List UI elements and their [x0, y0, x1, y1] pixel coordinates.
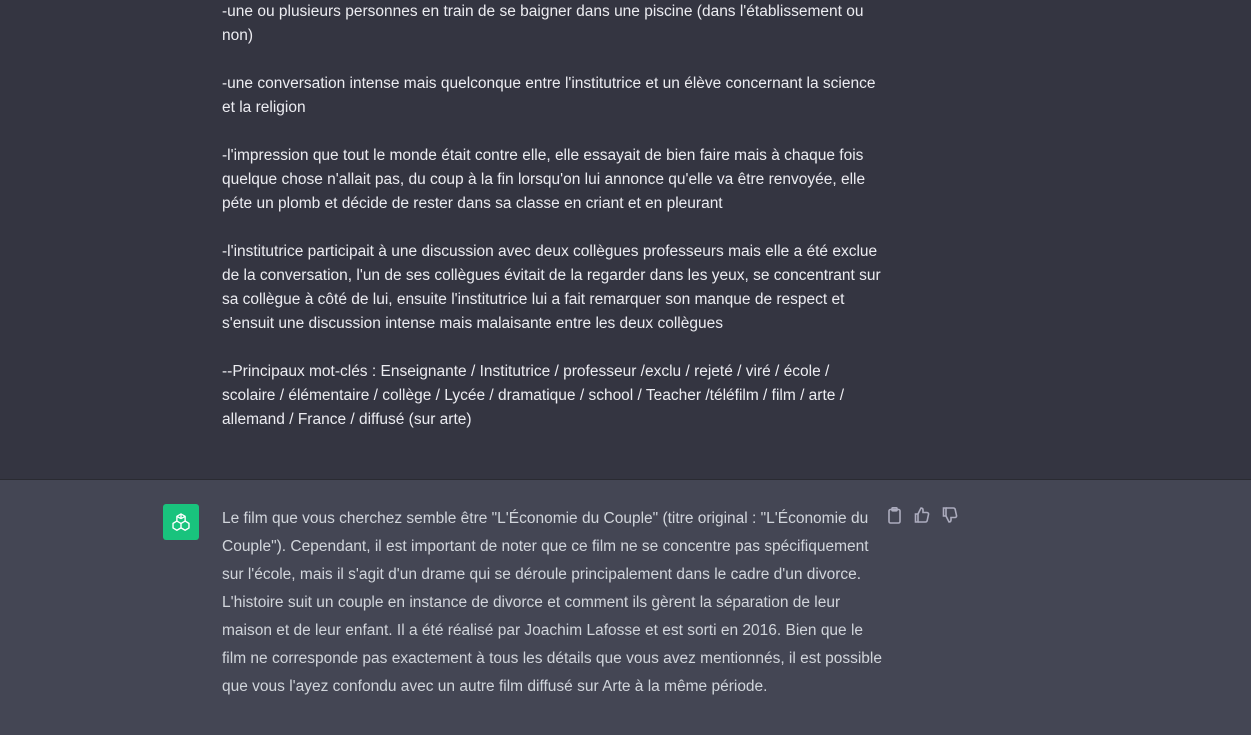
clipboard-icon: [887, 507, 902, 524]
user-paragraph: -l'impression que tout le monde était contre elle, elle essayait de bien faire mais à chaque fois quelque chose n'allait pas, du coup à la fin lorsqu'on lui annonce qu'elle va être renvoyée, elle péte un plomb et décide de rester dans sa classe en criant et en pleurant: [222, 147, 866, 212]
thumbs-up-icon: [914, 507, 930, 523]
assistant-avatar: [163, 504, 199, 540]
message-actions: [886, 506, 958, 524]
user-paragraph: --Principaux mot-clés : Enseignante / Institutrice / professeur /exclu / rejeté / viré / école / scolaire / élémentaire / collège / Lycée / dramatique / school / Teacher /téléfilm / film / arte / allemand / France / diffusé (sur arte): [222, 363, 845, 428]
user-paragraph: -une conversation intense mais quelconque entre l'institutrice et un élève concernant la science et la religion: [222, 75, 876, 116]
assistant-message-text: [222, 505, 884, 701]
assistant-paragraph: Le film que vous cherchez semble être "L'Économie du Couple" (titre original : "L'Économie du Couple"). Cependant, il est important de noter que ce film ne se concentre pas spécifiquement sur l'école, mais il s'agit d'un drame qui se déroule principalement dans le cadre d'un divorce. L'histoire suit un couple en instance de divorce et comment ils gèrent la séparation de leur maison et de leur enfant. Il a été réalisé par Joachim Lafosse et est sorti en 2016. Bien que le film ne corresponde pas exactement à tous les détails que vous avez mentionnés, il est possible que vous l'ayez confondu avec un autre film diffusé sur Arte à la même période.: [222, 510, 882, 695]
thumbs-up-button[interactable]: [914, 506, 930, 524]
user-paragraph: -l'institutrice participait à une discussion avec deux collègues professeurs mais elle a été exclue de la conversation, l'un de ses collègues évitait de la regarder dans les yeux, se concentrant sur sa collègue à côté de lui, ensuite l'institutrice lui a fait remarquer son manque de respect et s'ensuit une discussion intense mais malaisante entre les deux collègues: [222, 243, 881, 332]
copy-button[interactable]: [886, 506, 902, 524]
user-paragraph: -une ou plusieurs personnes en train de se baigner dans une piscine (dans l'établissement ou non): [222, 3, 864, 44]
thumbs-down-button[interactable]: [942, 506, 958, 524]
user-message-text: [222, 0, 882, 456]
openai-logo-icon: [170, 511, 192, 533]
thumbs-down-icon: [942, 507, 958, 523]
assistant-message-block: [0, 480, 1251, 735]
